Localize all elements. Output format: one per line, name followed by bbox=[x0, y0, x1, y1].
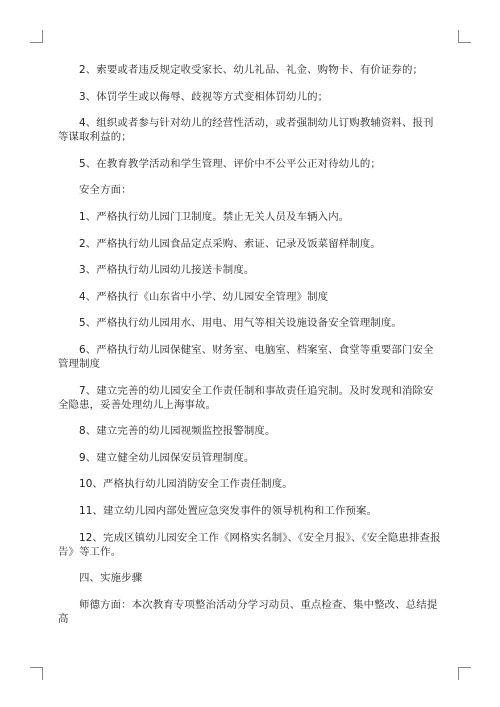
paragraph: 11、建立幼儿园内部处置应急突发事件的领导机构和工作预案。 bbox=[79, 504, 378, 517]
paragraph: 3、体罚学生或以侮辱、歧视等方式变相体罚幼儿的； bbox=[79, 90, 329, 103]
paragraph: 1、严格执行幼儿园门卫制度。禁止无关人员及车辆入内。 bbox=[79, 210, 350, 223]
paragraph: 12、完成区镇幼儿园安全工作《网格实名制》、《安全月报》、《安全隐患排查报告》等工作。 bbox=[58, 531, 441, 558]
crop-mark-top-left bbox=[30, 30, 43, 43]
paragraph: 5、严格执行幼儿园用水、用电、用气等相关设施设备安全管理制度。 bbox=[79, 317, 402, 330]
paragraph: 4、严格执行《山东省中小学、幼儿园安全管理》制度 bbox=[79, 290, 329, 303]
paragraph: 5、在教育教学活动和学生管理、评价中不公平公正对待幼儿的； bbox=[79, 157, 381, 170]
paragraph: 7、建立完善的幼儿园安全工作责任制和事故责任追究制。及时发现和消除安全隐患，妥善处理幼儿上海事故。 bbox=[58, 384, 434, 411]
crop-mark-bottom-left bbox=[30, 667, 43, 680]
crop-mark-bottom-right bbox=[458, 667, 471, 680]
paragraph: 6、严格执行幼儿园保健室、财务室、电脑室、档案室、食堂等重要部门安全管理制度 bbox=[58, 343, 434, 370]
paragraph: 2、索要或者违反规定收受家长、幼儿礼品、礼金、购物卡、有价证券的； bbox=[79, 64, 424, 76]
document-body bbox=[58, 63, 442, 638]
section-heading: 四、实施步骤 bbox=[79, 572, 143, 585]
section-heading: 安全方面： bbox=[79, 184, 132, 197]
paragraph: 8、建立完善的幼儿园视频监控报警制度。 bbox=[79, 425, 276, 438]
crop-mark-top-right bbox=[458, 30, 471, 43]
paragraph: 9、建立健全幼儿园保安员管理制度。 bbox=[79, 451, 255, 464]
paragraph: 4、组织或者参与针对幼儿的经营性活动，或者强制幼儿订购教辅资料、报刊等谋取利益的； bbox=[58, 117, 434, 144]
paragraph: 10、严格执行幼儿园消防安全工作责任制度。 bbox=[79, 478, 293, 491]
paragraph: 2、严格执行幼儿园食品定点采购、索证、记录及饭菜留样制度。 bbox=[79, 237, 381, 250]
paragraph: 3、严格执行幼儿园幼儿接送卡制度。 bbox=[79, 264, 255, 277]
paragraph: 师德方面：本次教育专项整治活动分学习动员、重点检查、集中整改、总结提高 bbox=[58, 598, 438, 625]
